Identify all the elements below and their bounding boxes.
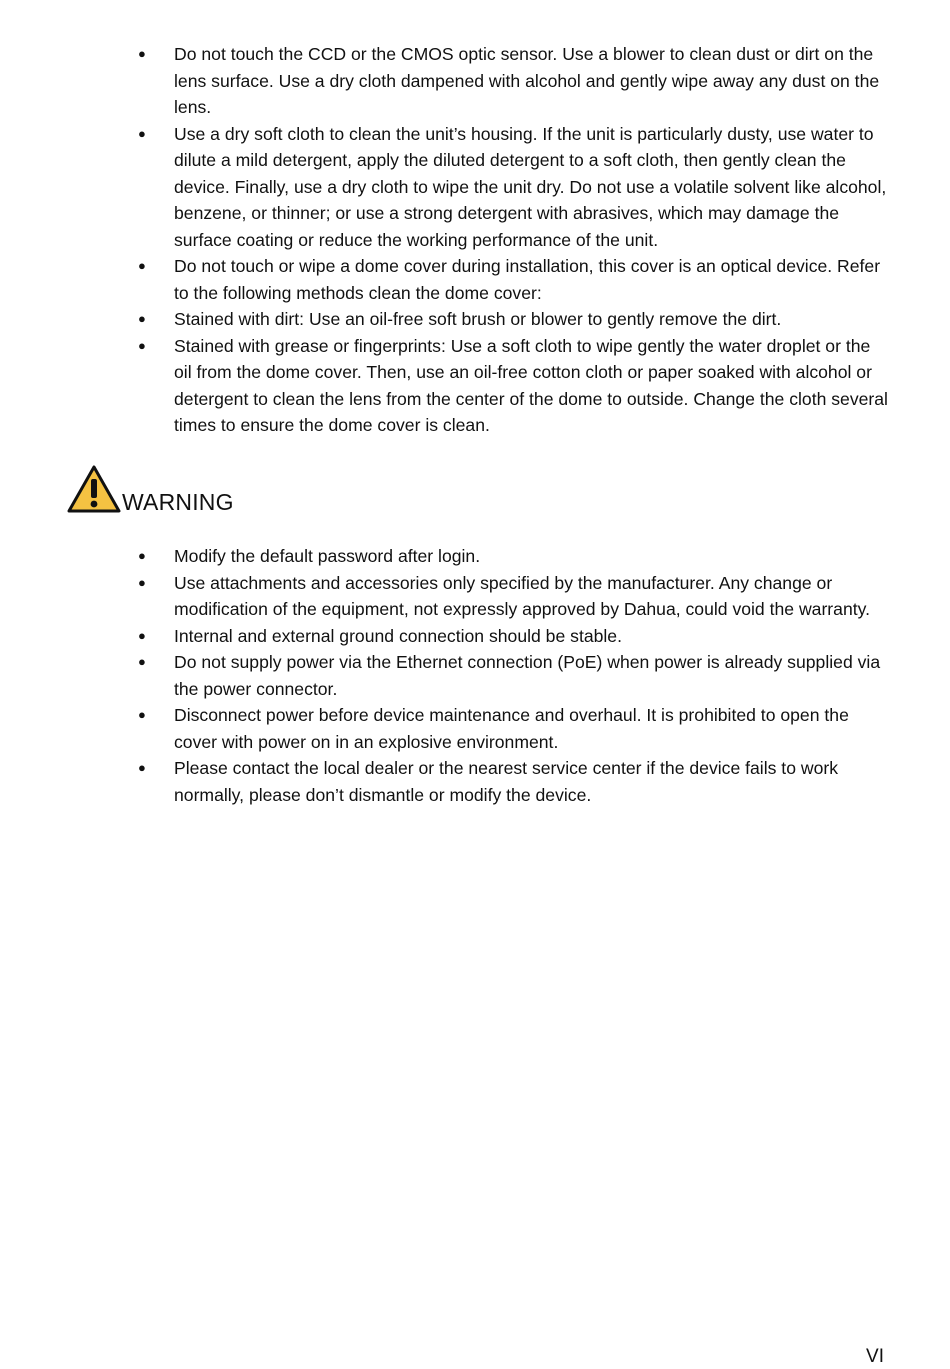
list-item-text: Please contact the local dealer or the nearest service center if the device fails to work normally, please don’t dismantle or modify the device.	[174, 758, 839, 805]
list-item-text: Use attachments and accessories only specified by the manufacturer. Any change or modification of the equipment, not expressly approved by Dahua, could void the warranty.	[174, 572, 871, 619]
list-item	[0, 333, 950, 439]
bullet-icon: ●	[138, 548, 146, 563]
list-item-text: Do not touch or wipe a dome cover during installation, this cover is an optical device. Refer to the following methods clean the dome cover:	[174, 256, 881, 303]
warning-title: WARNING	[122, 489, 234, 515]
list-item-text: Use a dry soft cloth to clean the unit’s housing. If the unit is particularly dusty, use water to dilute a mild detergent, apply the diluted detergent to a soft cloth, then gently clean the device. Finally, use a dry cloth to wipe the unit dry. Do not use a volatile solvent like alcohol, benzene, or thinner; or use a strong detergent with abrasives, which may damage the surface coating or reduce the working performance of the unit.	[174, 123, 887, 250]
list-item	[0, 543, 950, 570]
warning-heading	[66, 462, 234, 514]
list-item	[0, 623, 950, 650]
list-item-text: Disconnect power before device maintenance and overhaul. It is prohibited to open the cover with power on in an explosive environment.	[174, 705, 849, 752]
list-item	[0, 570, 950, 623]
list-item-text: Stained with grease or fingerprints: Use a soft cloth to wipe gently the water droplet or the oil from the dome cover. Then, use an oil-free cotton cloth or paper soaked with alcohol or detergent to clean the lens from the center of the dome to outside. Change the cloth several times to ensure the dome cover is clean.	[174, 335, 888, 435]
bullet-icon: ●	[138, 46, 146, 61]
list-item	[0, 253, 950, 306]
list-item-text: Do not supply power via the Ethernet connection (PoE) when power is already supplied via the power connector.	[174, 652, 881, 699]
bullet-icon: ●	[138, 707, 146, 722]
warning-list	[0, 543, 950, 808]
bullet-icon: ●	[138, 627, 146, 643]
list-item-text: Stained with dirt: Use an oil-free soft brush or blower to gently remove the dirt.	[174, 309, 782, 329]
bullet-icon: ●	[138, 311, 146, 326]
bullet-icon: ●	[138, 654, 146, 669]
page-number: VI	[866, 1346, 884, 1367]
bullet-icon: ●	[138, 258, 146, 273]
list-item	[0, 649, 950, 702]
list-item	[0, 306, 950, 333]
list-item	[0, 41, 950, 121]
list-item	[0, 121, 950, 254]
list-item-text: Internal and external ground connection should be stable.	[174, 625, 622, 646]
list-item	[0, 755, 950, 808]
list-item	[0, 702, 950, 755]
maintenance-list	[0, 41, 950, 439]
bullet-icon: ●	[138, 574, 146, 590]
list-item-text: Do not touch the CCD or the CMOS optic sensor. Use a blower to clean dust or dirt on the lens surface. Use a dry cloth dampened with alcohol and gently wipe away any dust on the lens.	[174, 44, 880, 117]
bullet-icon: ●	[138, 337, 146, 353]
bullet-icon: ●	[138, 125, 146, 141]
warning-triangle-icon	[66, 464, 122, 514]
list-item-text: Modify the default password after login.	[174, 546, 481, 566]
bullet-icon: ●	[138, 760, 146, 775]
